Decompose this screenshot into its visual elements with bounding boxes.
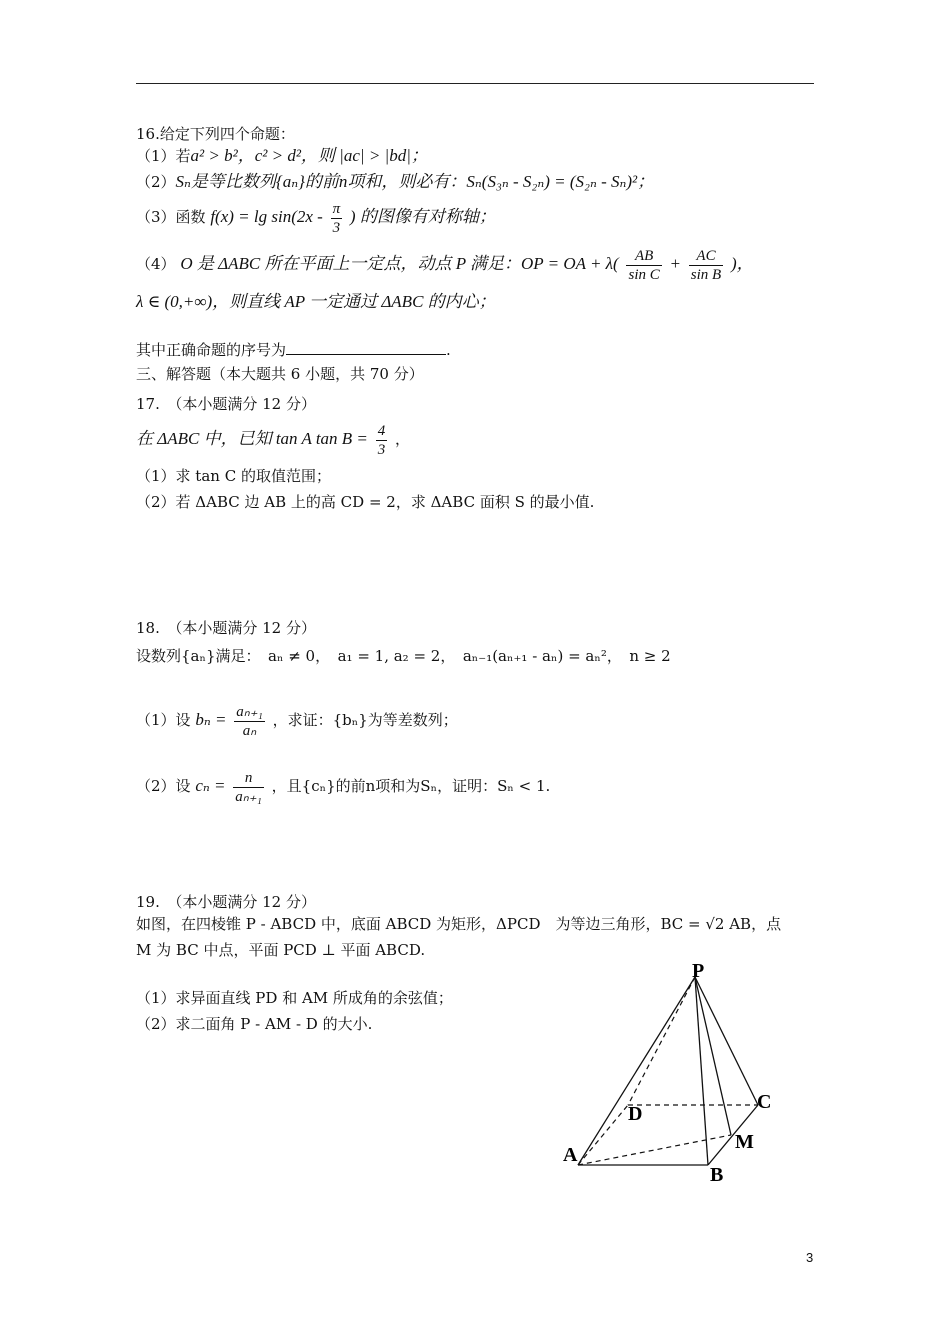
q18-sub1-lhs: bₙ = [195, 710, 227, 729]
fraction-numerator: AB [626, 248, 661, 266]
q16-prop4-line2 [136, 292, 496, 312]
fraction-denominator: sin C [628, 266, 660, 283]
q16-prop4-fraction1 [626, 248, 661, 283]
q18-sub1-fraction [234, 704, 265, 739]
q16-answer-line [136, 340, 451, 360]
q16-answer-end: . [446, 341, 451, 359]
fraction-denominator: aₙ [242, 722, 257, 739]
fraction-denominator: sin B [690, 266, 722, 283]
q16-answer-prompt: 其中正确命题的序号为 [136, 341, 287, 359]
fraction-denominator: 3 [377, 441, 386, 458]
q19-stem-line2: M 为 BC 中点，平面 PCD ⊥ 平面 ABCD. [136, 941, 426, 959]
vertex-label-B: B [710, 1164, 724, 1186]
q16-prop3 [136, 198, 496, 236]
fraction-numerator: AC [689, 248, 723, 266]
edge-PC [695, 977, 758, 1105]
q17-stem-text: 在 ΔABC 中，已知 tan A tan B = [136, 429, 368, 448]
vertex-label-D: D [628, 1103, 643, 1125]
q17-sub2: （2）若 ΔABC 边 AB 上的高 CD = 2，求 ΔABC 面积 S 的最小值. [136, 493, 595, 511]
q16-prop4-line2-text: λ ∈ (0,+∞)，则直线 AP 一定通过 ΔABC 的内心； [136, 292, 496, 311]
vertex-label-M: M [735, 1131, 754, 1153]
q18-sub1-label: （1）设 [136, 711, 191, 729]
fraction-denominator: 3 [332, 219, 341, 236]
q17-stem-end: ， [394, 430, 410, 448]
q16-title: 16.给定下列四个命题： [136, 125, 295, 143]
q18-sub2 [136, 766, 550, 806]
q16-prop3-tail: ) 的图像有对称轴； [349, 207, 496, 226]
q18-sub1 [136, 700, 458, 740]
q16-prop3-label: （3）函数 [136, 208, 206, 226]
q18-sub2-lhs: cₙ = [195, 776, 226, 795]
q16-prop1-label: （1）若 [136, 147, 191, 165]
edge-PA [578, 977, 695, 1165]
hidden-edge-AD [578, 1105, 628, 1165]
page-number: 3 [806, 1250, 814, 1265]
q18-sub1-tail: ，求证：{bₙ}为等差数列； [272, 711, 458, 729]
header-rule [136, 83, 814, 84]
q16-prop3-fraction [331, 201, 343, 236]
vertex-label-C: C [757, 1091, 772, 1113]
q17-sub1: （1）求 tan C 的取值范围； [136, 467, 331, 485]
q17-stem [136, 420, 410, 458]
q18-title: 18. （本小题满分 12 分） [136, 619, 316, 637]
q17-fraction [376, 423, 388, 458]
vertex-label-A: A [563, 1144, 578, 1166]
q18-sub2-fraction [233, 770, 264, 805]
fraction-numerator: π [332, 200, 341, 217]
q16-prop2-label: （2） [136, 173, 176, 191]
q16-prop3-math: f(x) = lg sin(2x - [210, 207, 323, 226]
q18-stem: 设数列{aₙ}满足： aₙ ≠ 0， a₁ = 1, a₂ = 2， aₙ₋₁(aₙ₊₁ - aₙ) = aₙ²， n ≥ 2 [136, 647, 671, 665]
q16-prop4 [136, 244, 754, 284]
fraction-numerator: aₙ₊₁ [236, 703, 263, 720]
q16-prop1 [136, 146, 428, 166]
q18-sub2-label: （2）设 [136, 777, 191, 795]
q19-stem-line1: 如图，在四棱锥 P - ABCD 中，底面 ABCD 为矩形，ΔPCD 为等边三角形，BC = √2 AB，点 [136, 915, 782, 933]
fraction-numerator: n [233, 770, 264, 788]
q19-title: 19. （本小题满分 12 分） [136, 893, 316, 911]
vertex-label-P: P [692, 960, 705, 982]
q16-prop4-close: )， [731, 254, 754, 273]
fraction-denominator: aₙ₊₁ [235, 788, 262, 805]
answer-blank[interactable] [286, 340, 446, 355]
q16-prop4-label: （4） [136, 255, 176, 273]
hidden-edge-PD [628, 977, 695, 1105]
pyramid-figure [540, 955, 800, 1195]
q16-prop4-fraction2 [689, 248, 723, 283]
q16-prop4-plus: + [669, 254, 682, 273]
q17-title: 17. （本小题满分 12 分） [136, 395, 316, 413]
q18-sub2-tail: ，且{cₙ}的前n项和为Sₙ，证明：Sₙ < 1. [271, 777, 551, 795]
section-heading: 三、解答题（本大题共 6 小题，共 70 分） [136, 365, 424, 383]
fraction-numerator: 4 [377, 422, 386, 439]
q16-prop2-math: Sₙ是等比数列{aₙ}的前n项和，则必有：Sₙ(S₃ₙ - S₂ₙ) = (S₂ₙ - Sₙ)²； [175, 172, 655, 191]
q19-sub1: （1）求异面直线 PD 和 AM 所成角的余弦值； [136, 989, 453, 1007]
q16-prop1-math: a² > b²，c² > d²，则 |ac| > |bd|； [190, 146, 428, 165]
q19-sub2: （2）求二面角 P - AM - D 的大小. [136, 1015, 373, 1033]
q16-prop4-text: O 是 ΔABC 所在平面上一定点，动点 P 满足：OP = OA + λ( [180, 254, 619, 273]
q16-prop2 [136, 172, 654, 192]
